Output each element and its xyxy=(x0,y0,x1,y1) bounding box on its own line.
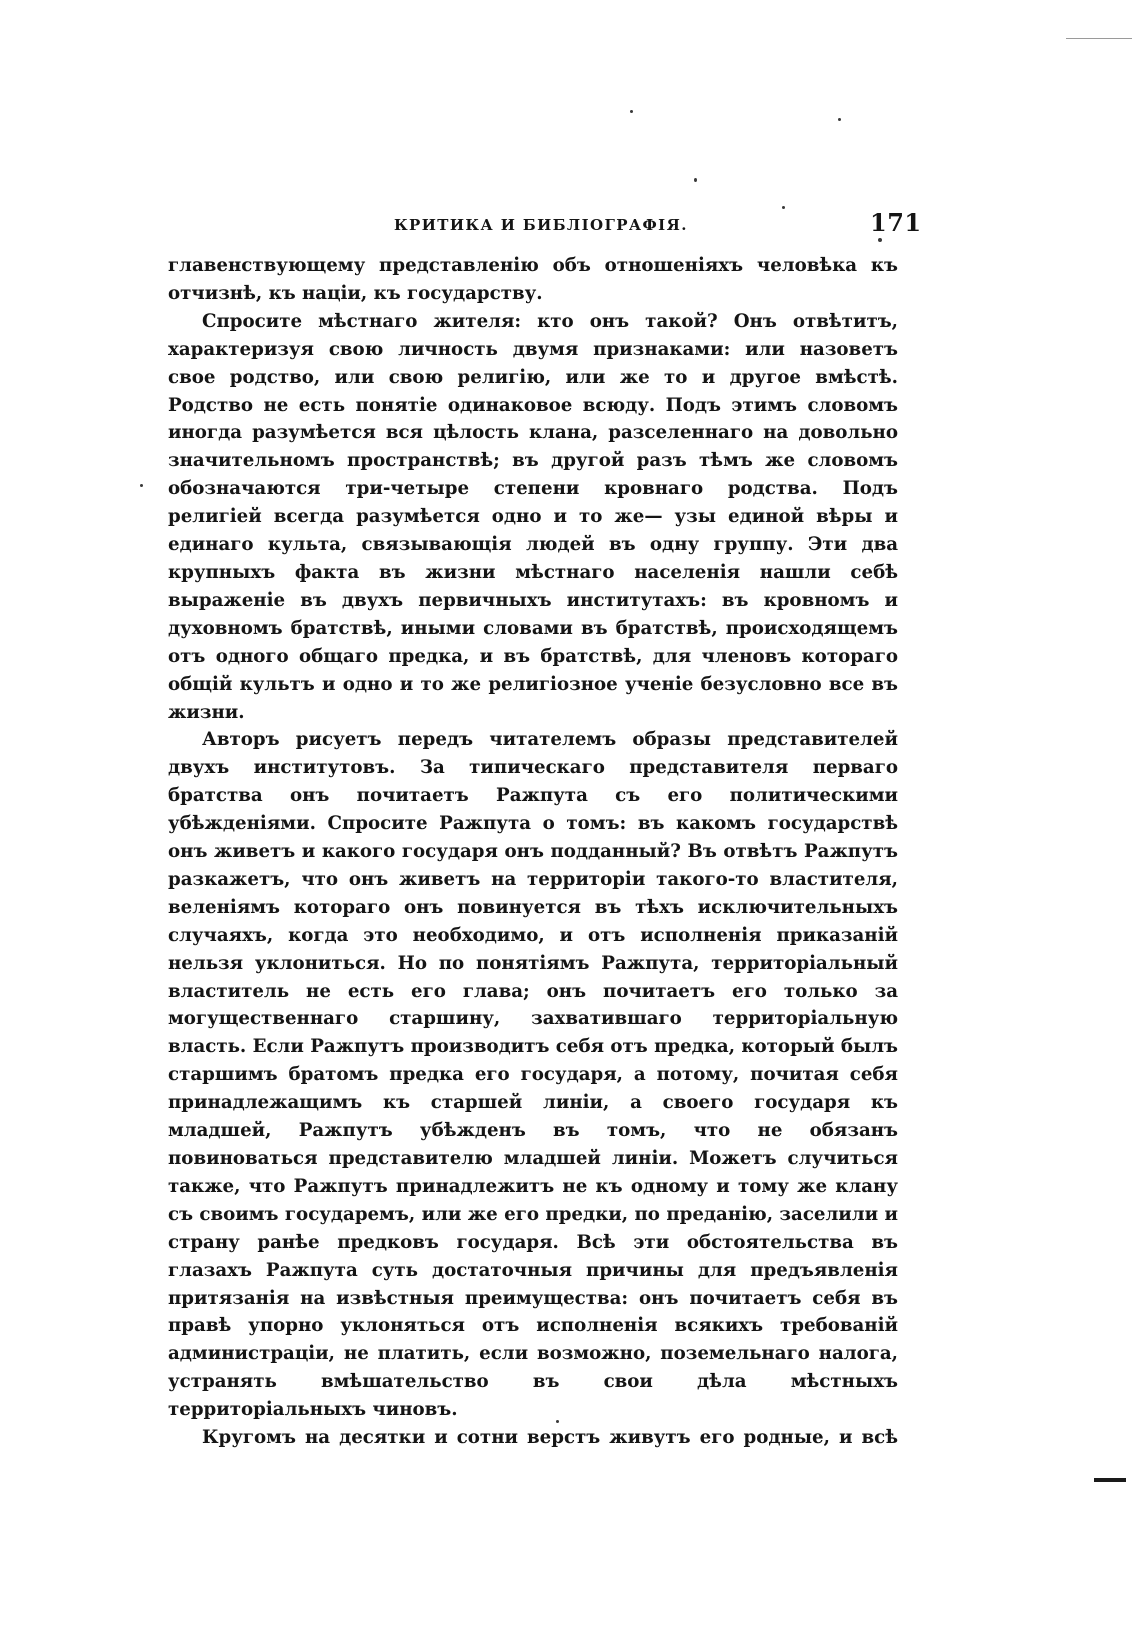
paragraph-1: главенствующему представленію объ отношеніяхъ человѣка къ отчизнѣ, къ націи, къ государству. xyxy=(168,255,898,304)
scan-speck xyxy=(630,110,633,113)
scan-speck xyxy=(782,206,785,209)
body-text xyxy=(168,252,898,1452)
running-head: КРИТИКА И БИБЛІОГРАФІЯ. xyxy=(394,216,688,234)
top-rule xyxy=(1066,38,1132,39)
scan-speck xyxy=(140,484,143,487)
paragraph-4: Кругомъ на десятки и сотни верстъ живутъ его родные, и всѣ xyxy=(202,1427,898,1449)
scan-speck xyxy=(878,238,882,242)
scan-speck xyxy=(556,1420,559,1423)
scan-speck xyxy=(694,178,697,182)
edge-mark xyxy=(1094,1478,1126,1482)
paragraph-2: Спросите мѣстнаго жителя: кто онъ такой? Онъ отвѣтитъ, характеризуя свою личность двумя признаками: или назоветъ свое родство, или свою религію, или же то и другое вмѣстѣ. Родство не есть понятіе одинаковое всюду. Подъ этимъ словомъ иногда разумѣется вся цѣлость клана, разселеннаго на довольно значительномъ пространствѣ; въ другой разъ тѣмъ же словомъ обозначаются три-четыре степени кровнаго родства. Подъ религіей всегда разумѣется одно и то же— узы единой вѣры и единаго культа, связывающія людей въ одну группу. Эти два крупныхъ факта въ жизни мѣстнаго населенія нашли себѣ выраженіе въ двухъ первичныхъ институтахъ: въ кровномъ и духовномъ братствѣ, иными словами въ братствѣ, происходящемъ отъ одного общаго предка, и въ братствѣ, для членовъ котораго общій культъ и одно и то же религіозное ученіе безусловно все въ жизни. xyxy=(168,310,898,723)
scan-speck xyxy=(838,118,841,121)
page-number: 171 xyxy=(870,208,922,237)
paragraph-3: Авторъ рисуетъ передъ читателемъ образы представителей двухъ институтовъ. За типическаго представителя перваго братства онъ почитаетъ Ражпута съ его политическими убѣжденіями. Спросите Ражпута о томъ: въ какомъ государствѣ онъ живетъ и какого государя онъ подданный? Въ отвѣтъ Ражпутъ разкажетъ, что онъ живетъ на территоріи такого-то властителя, веленіямъ котораго онъ повинуется въ тѣхъ исключительныхъ случаяхъ, когда это необходимо, и отъ исполненія приказаній нельзя уклониться. Но по понятіямъ Ражпута, территоріальный властитель не есть его глава; онъ почитаетъ его только за могущественнаго старшину, захватившаго территоріальную власть. Если Ражпутъ производитъ себя отъ предка, который былъ старшимъ братомъ предка его государя, а потому, почитая себя принадлежащимъ къ старшей линіи, а своего государя къ младшей, Ражпутъ убѣжденъ въ томъ, что не обязанъ повиноваться представителю младшей линіи. Можетъ случиться также, что Ражпутъ принадлежитъ не къ одному и тому же клану съ своимъ государемъ, или же его предки, по преданію, заселили и страну ранѣе предковъ государя. Всѣ эти обстоятельства въ глазахъ Ражпута суть достаточныя причины для предъявленія притязанія на извѣстныя преимущества: онъ почитаетъ себя въ правѣ упорно уклоняться отъ исполненія всякихъ требованій администраціи, не платить, если возможно, поземельнаго налога, устранять вмѣшательство въ свои дѣла мѣстныхъ территоріальныхъ чиновъ. xyxy=(168,729,898,1421)
